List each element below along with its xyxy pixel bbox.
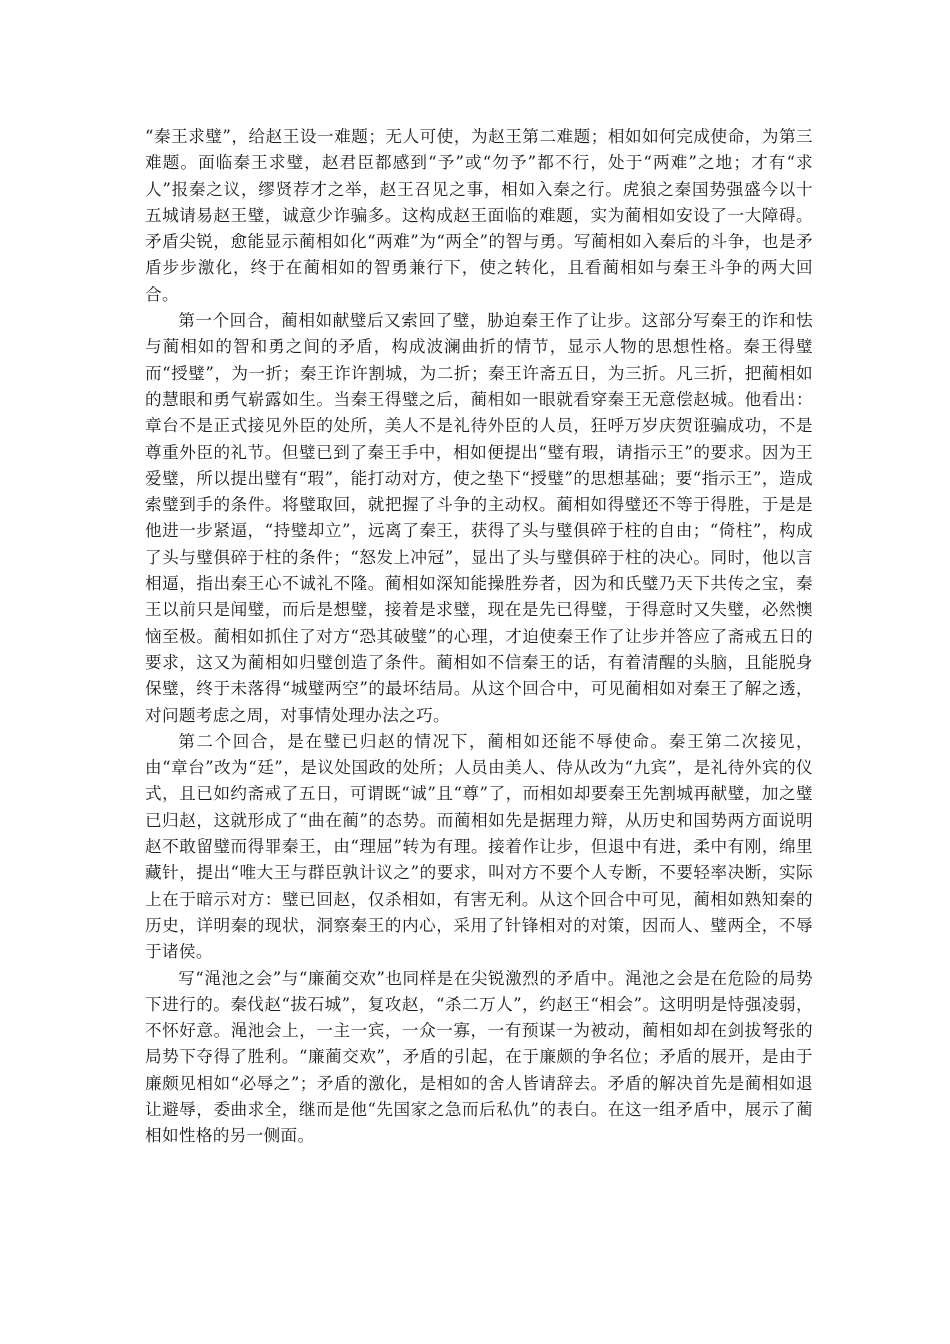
body-text [145, 124, 813, 1150]
paragraph-intro: “秦王求璧”，给赵王设一难题；无人可使，为赵王第二难题；相如如何完成使命，为第三难题。面临秦王求璧，赵君臣都感到“予”或“勿予”都不行，处于“两难”之地；才有“求人”报秦之议，缪贤荐才之举，赵王召见之事，相如入秦之行。虎狼之秦国势强盛今以十五城请易赵王璧，诚意少诈骗多。这构成赵王面临的难题，实为蔺相如安设了一大障碍。矛盾尖锐，愈能显示蔺相如化“两难”为“两全”的智与勇。写蔺相如入秦后的斗争，也是矛盾步步激化，终于在蔺相如的智勇兼行下，使之转化，且看蔺相如与秦王斗争的两大回合。 [145, 127, 813, 304]
paragraph-second-round: 第二个回合，是在璧已归赵的情况下，蔺相如还能不辱使命。秦王第二次接见，由“章台”改为“廷”，是议处国政的处所；人员由美人、侍从改为“九宾”，是礼待外宾的仪式，且已如约斋戒了五日，可谓既“诚”且“尊”了，而相如却要秦王先割城再献璧，加之璧已归赵，这就形成了“曲在蔺”的态势。而蔺相如先是据理力辩，从历史和国势两方面说明赵不敢留璧而得罪秦王，由“理屈”转为有理。接着作让步，但退中有进，柔中有刚，绵里藏针，提出“唯大王与群臣孰计议之”的要求，叫对方不要个人专断，不要轻率决断，实际上在于暗示对方：璧已回赵，仅杀相如，有害无利。从这个回合中可见，蔺相如熟知秦的历史，详明秦的现状，洞察秦王的内心，采用了针锋相对的对策，因而人、璧两全，不辱于诸侯。 [145, 731, 813, 962]
paragraph-mianchi-meeting: 写“渑池之会”与“廉蔺交欢”也同样是在尖锐激烈的矛盾中。渑池之会是在危险的局势下进行的。秦伐赵“拔石城”，复攻赵，“杀二万人”，约赵王“相会”。这明明是恃强凌弱，不怀好意。渑池会上，一主一宾，一众一寡，一有预谋一为被动，蔺相如却在剑拔弩张的局势下夺得了胜利。“廉蔺交欢”，矛盾的引起，在于廉颇的争名位；矛盾的展开，是由于廉颇见相如“必辱之”；矛盾的激化，是相如的舍人皆请辞去。矛盾的解决首先是蔺相如退让避辱，委曲求全，继而是他“先国家之急而后私仇”的表白。在这一组矛盾中，展示了蔺相如性格的另一侧面。 [145, 968, 813, 1146]
paragraph-first-round: 第一个回合，蔺相如献璧后又索回了璧，胁迫秦王作了让步。这部分写秦王的诈和怯与蔺相如的智和勇之间的矛盾，构成波澜曲折的情节，显示人物的思想性格。秦王得璧而“授璧”，为一折；秦王诈许割城，为二折；秦王许斋五日，为三折。凡三折，把蔺相如的慧眼和勇气崭露如生。当秦王得璧之后，蔺相如一眼就看穿秦王无意偿赵城。他看出：章台不是正式接见外臣的处所，美人不是礼待外臣的人员，狂呼万岁庆贺诳骗成功，不是尊重外臣的礼节。但璧已到了秦王手中，相如便提出“璧有瑕，请指示王”的要求。因为王爱璧，所以提出璧有“瑕”，能打动对方，使之垫下“授璧”的思想基础；要“指示王”，造成索璧到手的条件。将璧取回，就把握了斗争的主动权。蔺相如得璧还不等于得胜，于是是他进一步紧逼，“持璧却立”，远离了秦王，获得了头与璧俱碎于柱的自由；“倚柱”，构成了头与璧俱碎于柱的条件；“怒发上冲冠”，显出了头与璧俱碎于柱的决心。同时，他以言相逼，指出秦王心不诚礼不隆。蔺相如深知能操胜券者，因为和氏璧乃天下共传之宝，秦王以前只是闻璧，而后是想璧，接着是求璧，现在是先已得璧，于得意时又失璧，必然懊恼至极。蔺相如抓住了对方“恐其破璧”的心理，才迫使秦王作了让步并答应了斋戒五日的要求，这又为蔺相如归璧创造了条件。蔺相如不信秦王的话，有着清醒的头脑，且能脱身保璧，终于未落得“城璧两空”的最坏结局。从这个回合中，可见蔺相如对秦王了解之透，对问题考虑之周，对事情处理办法之巧。 [145, 311, 813, 725]
